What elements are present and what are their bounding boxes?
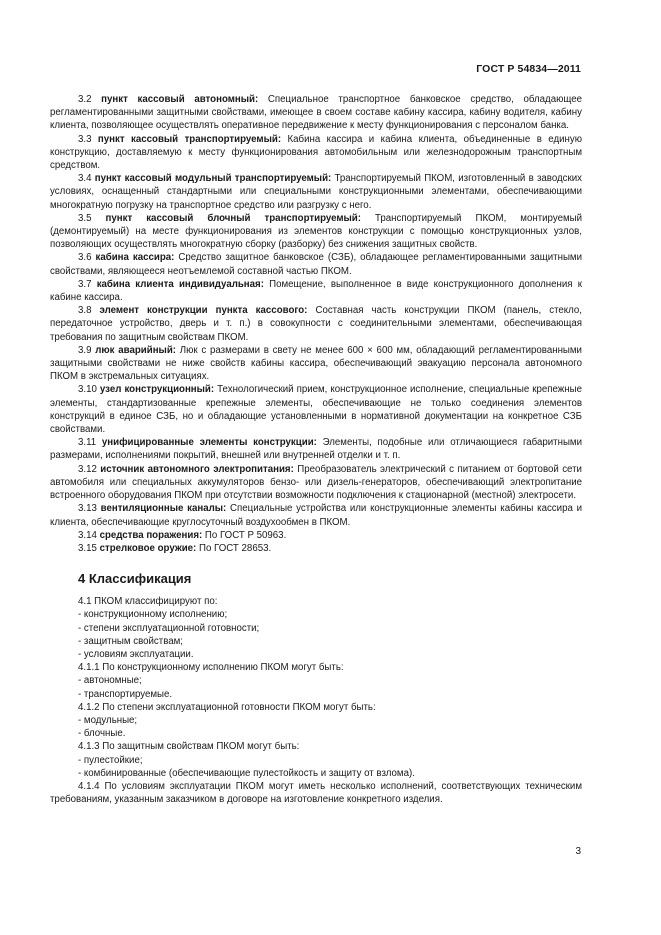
document-body [50,93,582,806]
definition-number: 3.5 [78,212,92,224]
section-title: 4 Классификация [78,571,192,587]
definitions-list [50,93,582,555]
definition-number: 3.12 [78,463,97,475]
definition-term: источник автономного электропитания: [100,463,294,475]
definition-paragraph [50,344,582,384]
definition-term: элемент конструкции пункта кассового: [99,305,308,317]
definition-paragraph [50,304,582,344]
definition-number: 3.3 [78,133,92,145]
definition-number: 3.4 [78,173,92,185]
definition-term: узел конструкционный: [99,384,215,396]
definition-term: пункт кассовый модульный транспортируемый: [94,173,332,185]
definition-number: 3.6 [78,252,92,264]
definition-term: пункт кассовый транспортируемый: [97,133,282,145]
list-item: - транспортируемые. [78,688,173,700]
clause-paragraph: 4.1.2 По степени эксплуатационной готовности ПКОМ могут быть: [78,701,376,713]
definition-text: Элементы, подобные или отличающиеся габаритными размерами, исполнениями покрытий, внешней или внутренней отделки и т. п. [50,437,582,462]
definition-number: 3.7 [78,278,92,290]
definition-term: люк аварийный: [95,344,177,356]
definition-paragraph [50,436,582,462]
definition-paragraph [50,278,582,304]
clause-paragraph: 4.1 ПКОМ классифицируют по: [78,596,218,608]
definition-number: 3.10 [78,384,97,396]
definition-term: кабина клиента индивидуальная: [96,278,264,290]
list-item: - условиям эксплуатации. [78,648,194,660]
clause-paragraph: 4.1.1 По конструкционному исполнению ПКОМ могут быть: [78,662,344,674]
definition-text: Технологический прием, конструкционное исполнение, специальные крепежные элементы, стандартизованные крепежные элементы, обеспечивающие не только соединения элементов конструкций в единое СЗБ, но и обладающие установленными в нормативной документации на конкретное СЗБ свойствами. [50,384,582,436]
definition-text: Преобразователь электрический с питанием от бортовой сети автомобиля или специальных аккумуляторов бензо- или дизель-генераторов, обеспечивающий электропитание встроенного оборудования ПКОМ при отсутствии возможности подключения к стационарной (местной) электросети. [50,463,582,502]
definition-text: Специальные устройства или конструкционные элементы кабины кассира и клиента, обеспечивающие круглосуточный воздухообмен в ПКОМ. [50,503,583,528]
definition-text: Транспортируемый ПКОМ, монтируемый (демонтируемый) на месте функционирования из элементов конструкции с помощью конструкционных узлов, позволяющих осуществлять многократную сборку (разборку) без снижения защитных свойств. [50,212,582,251]
definition-term: средства поражения: [99,529,203,541]
definition-number: 3.2 [78,94,92,105]
list-item: - комбинированные (обеспечивающие пулестойкость и защиту от взлома). [78,767,415,779]
list-item: - защитным свойствам; [78,635,183,647]
definition-text: По ГОСТ Р 50963. [204,529,287,541]
definition-number: 3.15 [78,542,97,554]
definition-paragraph [50,463,582,503]
definition-term: пункт кассовый блочный транспортируемый: [105,212,361,224]
definition-term: пункт кассовый автономный: [101,94,259,105]
list-item: - блочные. [78,728,126,740]
definition-text: Составная часть конструкции ПКОМ (панель, стекло, передаточное устройство, дверь и т. п.) в совокупности с соединительными элементами, обеспечивающая требования по защитным свойствам ПКОМ. [50,305,582,343]
definition-text: Кабина кассира и кабина клиента, объединенные в единую конструкцию, доставляемую к месту функционирования автомобильным или железнодорожным транспортным средством. [50,133,582,172]
list-item: - автономные; [78,675,142,687]
classification-list [50,595,582,806]
list-item: - степени эксплуатационной готовности; [78,622,260,634]
clause-paragraph: 4.1.3 По защитным свойствам ПКОМ могут быть: [78,741,300,753]
definition-text: Помещение, выполненное в виде конструкционного дополнения к кабине кассира. [50,278,582,304]
definition-term: унифицированные элементы конструкции: [101,437,317,449]
definition-paragraph [50,172,582,212]
definition-text: Специальное транспортное банковское средство, обладающее регламентированными защитными свойствами, имеющее в своем составе кабину кассира, кабину водителя, кабину клиента, позволяющее осуществлять оперативное передвижение к месту функционирования с персоналом банка. [50,94,583,132]
definition-number: 3.13 [78,503,97,515]
definition-term: стрелковое оружие: [99,542,197,554]
definition-text: Транспортируемый ПКОМ, изготовленный в заводских условиях, оснащенный стандартными или специальными конструкционными элементами, обеспечивающими многократную погрузку на транспортное средство или разгрузку с него. [50,173,582,211]
definition-paragraph [50,212,582,252]
definition-number: 3.9 [78,344,92,356]
document-header: ГОСТ Р 54834—2011 [476,63,581,75]
list-item: - пулестойкие; [78,754,143,766]
definition-paragraph [50,133,582,173]
definition-paragraph [50,529,582,542]
list-item: - модульные; [78,714,138,726]
definition-number: 3.11 [78,437,97,449]
list-item: - конструкционному исполнению; [78,609,228,621]
definition-paragraph [50,93,582,133]
definition-paragraph [50,383,582,436]
definition-text: По ГОСТ 28653. [198,542,272,554]
definition-paragraph [50,542,582,555]
definition-term: вентиляционные каналы: [100,503,227,515]
clause-paragraph: 4.1.4 По условиям эксплуатации ПКОМ могут иметь несколько исполнений, соответствующих техническим требованиям, указанным заказчиком в договоре на изготовление конкретного изделия. [50,780,582,806]
definition-text: Люк с размерами в свету не менее 600 × 600 мм, обладающий регламентированными защитными свойствами не ниже свойств кабины кассира, обеспечивающий эвакуацию персонала автономного ПКОМ в экстремальных ситуациях. [50,344,582,383]
page-number: 3 [575,846,581,857]
definition-paragraph [50,502,582,528]
definition-number: 3.8 [78,305,92,317]
definition-term: кабина кассира: [95,252,175,264]
definition-number: 3.14 [78,529,97,541]
definition-paragraph [50,251,582,277]
definition-text: Средство защитное банковское (СЗБ), обладающее регламентированными защитными свойствами, являющееся неотъемлемой составной частью ПКОМ. [50,252,583,277]
